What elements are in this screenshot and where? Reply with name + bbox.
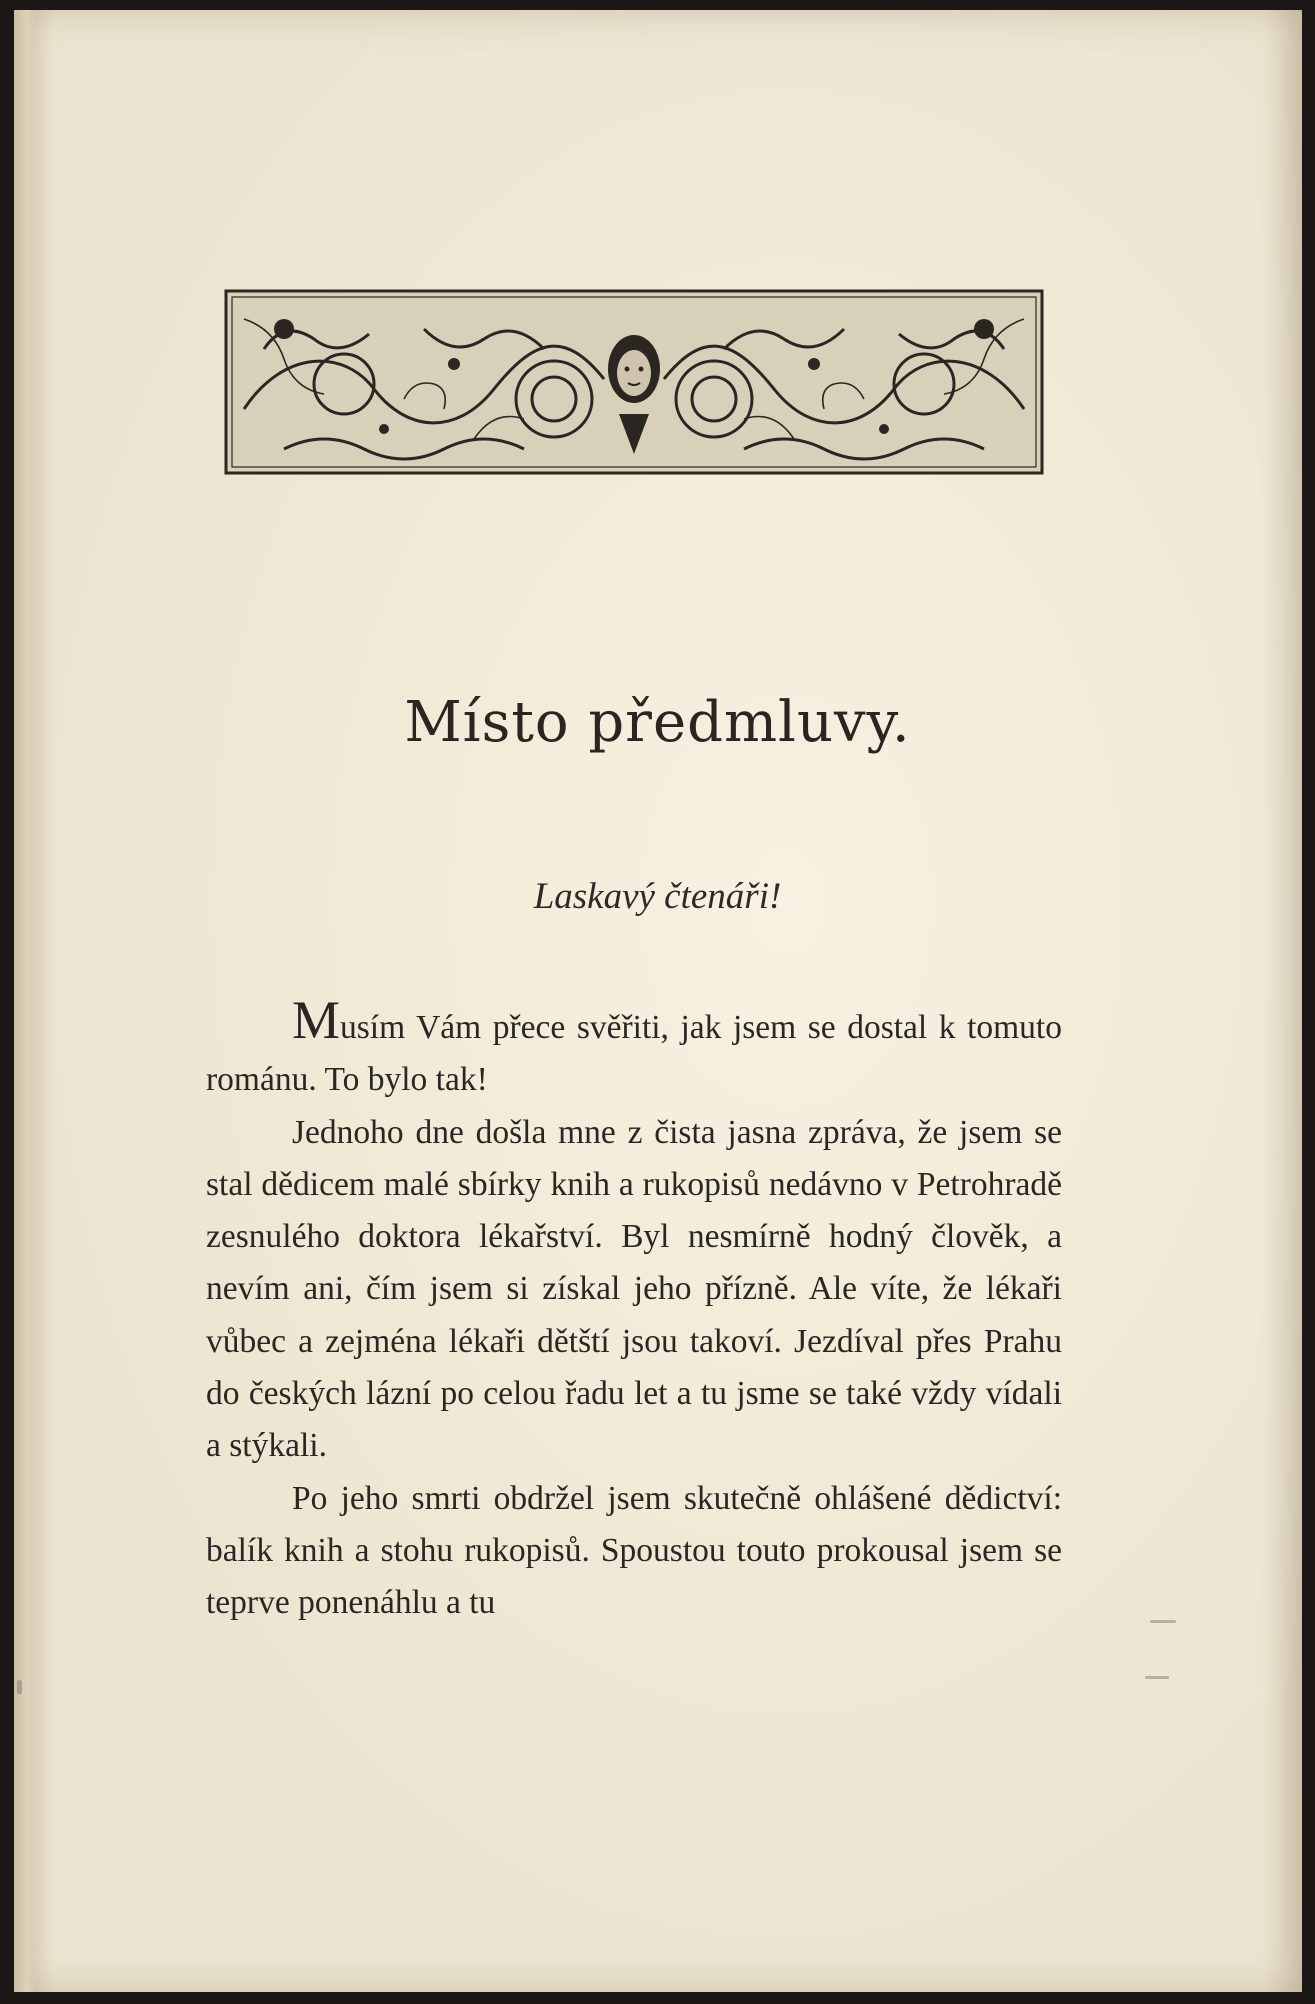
paragraph [206,1107,1062,1473]
margin-mark [17,1680,22,1694]
margin-mark [1150,1620,1176,1623]
decorative-headpiece-icon [224,289,1044,475]
salutation: Laskavý čtenáři! [533,876,782,917]
page-title: Místo předmluvy. [404,690,911,755]
paragraph-text: usím Vám přece svěřiti, jak jsem se dostal k tomuto románu. To bylo tak! [206,1009,1062,1099]
body-text [206,990,1062,1630]
paragraph-text: Jednoho dne došla mne z čista jasna zpráva, že jsem se stal dědicem malé sbírky knih a rukopisů nedávno v Petrohradě zesnulého doktora lékařství. Byl nesmírně hodný člověk, a nevím ani, čím jsem si získal jeho přízně. Ale víte, že lékaři vůbec a zejména lékaři dětští jsou takoví. Jezdíval přes Prahu do českých lázní po celou řadu let a tu jsme se také vždy vídali a stýkali. [206,1113,1062,1465]
paragraph [206,990,1062,1107]
paragraph [206,1473,1062,1630]
margin-mark [1145,1676,1169,1679]
page-gutter [14,10,36,1992]
paragraph-text: Po jeho smrti obdržel jsem skutečně ohlášené dědictví: balík knih a stohu rukopisů. Spoustou touto prokousal jsem se teprve ponenáhlu a tu [206,1479,1062,1622]
drop-cap: M [292,990,341,1050]
